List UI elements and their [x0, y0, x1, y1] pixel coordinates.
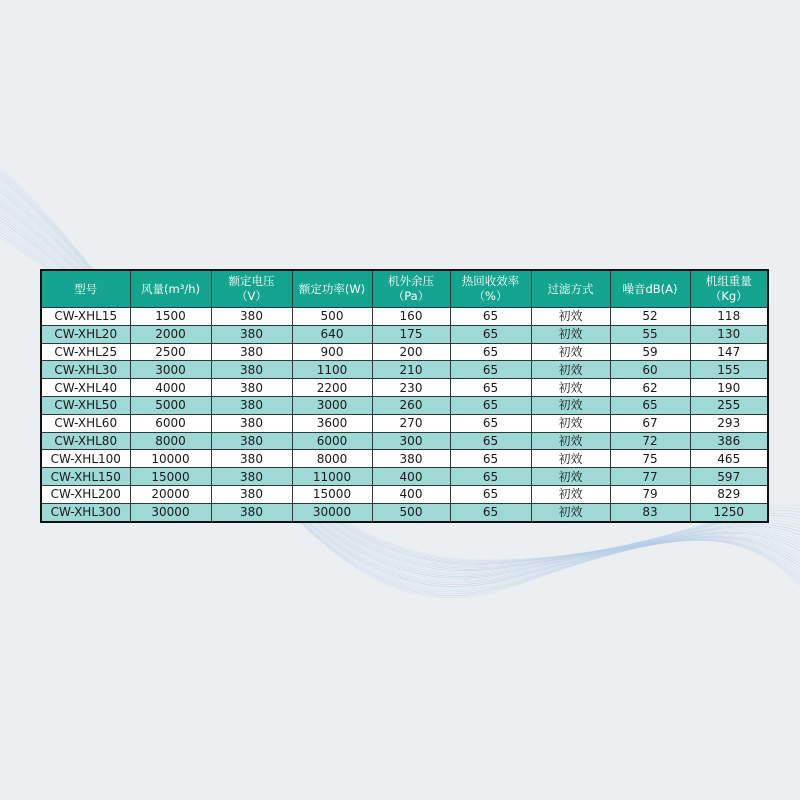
- table-body: [41, 308, 768, 522]
- table-cell: 65: [450, 485, 531, 503]
- table-cell: 初效: [531, 343, 610, 361]
- table-cell: 初效: [531, 450, 610, 468]
- table-cell: 640: [292, 325, 372, 343]
- table-cell: 2500: [130, 343, 211, 361]
- table-cell: 65: [450, 468, 531, 486]
- table-cell: 380: [211, 396, 292, 414]
- table-cell: 11000: [292, 468, 372, 486]
- table-cell: 380: [211, 503, 292, 521]
- header-row: [41, 270, 768, 308]
- table-cell: 270: [372, 414, 450, 432]
- table-cell: CW-XHL15: [41, 308, 130, 326]
- column-header-label: 额定功率(W): [298, 281, 366, 296]
- table-cell: CW-XHL30: [41, 361, 130, 379]
- table-cell: 500: [292, 308, 372, 326]
- table-row: [41, 361, 768, 379]
- table-cell: CW-XHL40: [41, 379, 130, 397]
- table-cell: 500: [372, 503, 450, 521]
- table-cell: 829: [690, 485, 768, 503]
- column-header: [41, 270, 130, 308]
- table-cell: 初效: [531, 468, 610, 486]
- column-header: [610, 270, 690, 308]
- table-cell: 15000: [292, 485, 372, 503]
- table-cell: 6000: [130, 414, 211, 432]
- table-header: [41, 270, 768, 308]
- table-cell: 155: [690, 361, 768, 379]
- table-cell: 65: [450, 450, 531, 468]
- table-cell: 10000: [130, 450, 211, 468]
- table-cell: 175: [372, 325, 450, 343]
- table-cell: CW-XHL100: [41, 450, 130, 468]
- table-cell: 初效: [531, 308, 610, 326]
- column-header-unit: （V）: [236, 289, 267, 303]
- table-cell: 260: [372, 396, 450, 414]
- table-cell: 210: [372, 361, 450, 379]
- table-cell: 380: [211, 325, 292, 343]
- table-cell: 65: [450, 343, 531, 361]
- table-cell: 400: [372, 485, 450, 503]
- table-cell: 初效: [531, 485, 610, 503]
- column-header: [450, 270, 531, 308]
- table-cell: 65: [450, 308, 531, 326]
- table-cell: 初效: [531, 503, 610, 521]
- table-row: [41, 396, 768, 414]
- table-cell: CW-XHL150: [41, 468, 130, 486]
- column-header-unit: （%）: [473, 289, 508, 303]
- table-row: [41, 325, 768, 343]
- table-row: [41, 414, 768, 432]
- table-cell: 380: [211, 485, 292, 503]
- table-cell: 15000: [130, 468, 211, 486]
- table-cell: 62: [610, 379, 690, 397]
- table-cell: 380: [211, 432, 292, 450]
- table-cell: 初效: [531, 379, 610, 397]
- table-cell: 2000: [130, 325, 211, 343]
- table-cell: 255: [690, 396, 768, 414]
- table-cell: 6000: [292, 432, 372, 450]
- table-row: [41, 343, 768, 361]
- table-cell: 初效: [531, 361, 610, 379]
- table-cell: 30000: [292, 503, 372, 521]
- table-cell: 293: [690, 414, 768, 432]
- table-cell: CW-XHL60: [41, 414, 130, 432]
- table-row: [41, 308, 768, 326]
- column-header-label: 额定电压: [228, 274, 275, 288]
- column-header: [531, 270, 610, 308]
- table-cell: 65: [450, 379, 531, 397]
- table-cell: 900: [292, 343, 372, 361]
- table-row: [41, 379, 768, 397]
- table-cell: 30000: [130, 503, 211, 521]
- table-cell: 8000: [292, 450, 372, 468]
- table-cell: CW-XHL25: [41, 343, 130, 361]
- table-cell: 初效: [531, 396, 610, 414]
- table-cell: 67: [610, 414, 690, 432]
- column-header-label: 噪音dB(A): [622, 281, 678, 296]
- table-cell: 190: [690, 379, 768, 397]
- table-cell: 65: [450, 414, 531, 432]
- table-row: [41, 503, 768, 521]
- table-row: [41, 468, 768, 486]
- table-cell: 300: [372, 432, 450, 450]
- table-cell: 230: [372, 379, 450, 397]
- table-cell: 1250: [690, 503, 768, 521]
- table-cell: 52: [610, 308, 690, 326]
- table-cell: 380: [211, 414, 292, 432]
- spec-table: [40, 269, 769, 523]
- column-header: [211, 270, 292, 308]
- table-cell: 1100: [292, 361, 372, 379]
- table-cell: 4000: [130, 379, 211, 397]
- table-cell: 147: [690, 343, 768, 361]
- table-cell: 386: [690, 432, 768, 450]
- table-cell: 160: [372, 308, 450, 326]
- table-cell: 59: [610, 343, 690, 361]
- table-cell: 55: [610, 325, 690, 343]
- table-cell: 65: [610, 396, 690, 414]
- table-cell: 8000: [130, 432, 211, 450]
- table-cell: 380: [211, 343, 292, 361]
- table-cell: 130: [690, 325, 768, 343]
- table-cell: 380: [211, 308, 292, 326]
- table-cell: 3600: [292, 414, 372, 432]
- table-cell: 65: [450, 325, 531, 343]
- column-header: [130, 270, 211, 308]
- table-cell: 72: [610, 432, 690, 450]
- column-header-unit: （Kg）: [709, 289, 748, 303]
- column-header: [372, 270, 450, 308]
- table-cell: 380: [211, 450, 292, 468]
- table-cell: 400: [372, 468, 450, 486]
- column-header-label: 机外余压: [388, 274, 434, 288]
- column-header-label: 风量(m³/h): [141, 281, 200, 296]
- column-header: [292, 270, 372, 308]
- table-cell: 65: [450, 396, 531, 414]
- column-header-label: 型号: [74, 281, 98, 296]
- table-cell: 200: [372, 343, 450, 361]
- column-header-unit: （Pa）: [392, 289, 430, 303]
- table-cell: 初效: [531, 325, 610, 343]
- table-cell: CW-XHL50: [41, 396, 130, 414]
- table-cell: 77: [610, 468, 690, 486]
- table-cell: 2200: [292, 379, 372, 397]
- table-cell: 380: [211, 361, 292, 379]
- table-cell: 118: [690, 308, 768, 326]
- column-header: [690, 270, 768, 308]
- table-cell: CW-XHL80: [41, 432, 130, 450]
- table-cell: 380: [211, 379, 292, 397]
- table-cell: 65: [450, 361, 531, 379]
- table-cell: 初效: [531, 432, 610, 450]
- table-row: [41, 450, 768, 468]
- table-cell: 5000: [130, 396, 211, 414]
- column-header-label: 热回收效率: [461, 274, 520, 288]
- column-header-label: 过滤方式: [547, 281, 594, 296]
- table-cell: 60: [610, 361, 690, 379]
- table-cell: 380: [211, 468, 292, 486]
- table-cell: 380: [372, 450, 450, 468]
- table-cell: 3000: [130, 361, 211, 379]
- table-cell: CW-XHL200: [41, 485, 130, 503]
- table-cell: 65: [450, 432, 531, 450]
- table-cell: 79: [610, 485, 690, 503]
- table-cell: CW-XHL20: [41, 325, 130, 343]
- table-cell: 597: [690, 468, 768, 486]
- table-cell: 75: [610, 450, 690, 468]
- table-row: [41, 432, 768, 450]
- table-cell: 1500: [130, 308, 211, 326]
- table-row: [41, 485, 768, 503]
- table-cell: 3000: [292, 396, 372, 414]
- table-cell: CW-XHL300: [41, 503, 130, 521]
- table-cell: 65: [450, 503, 531, 521]
- table-cell: 83: [610, 503, 690, 521]
- table-cell: 初效: [531, 414, 610, 432]
- column-header-label: 机组重量: [705, 274, 752, 288]
- table-cell: 20000: [130, 485, 211, 503]
- table-cell: 465: [690, 450, 768, 468]
